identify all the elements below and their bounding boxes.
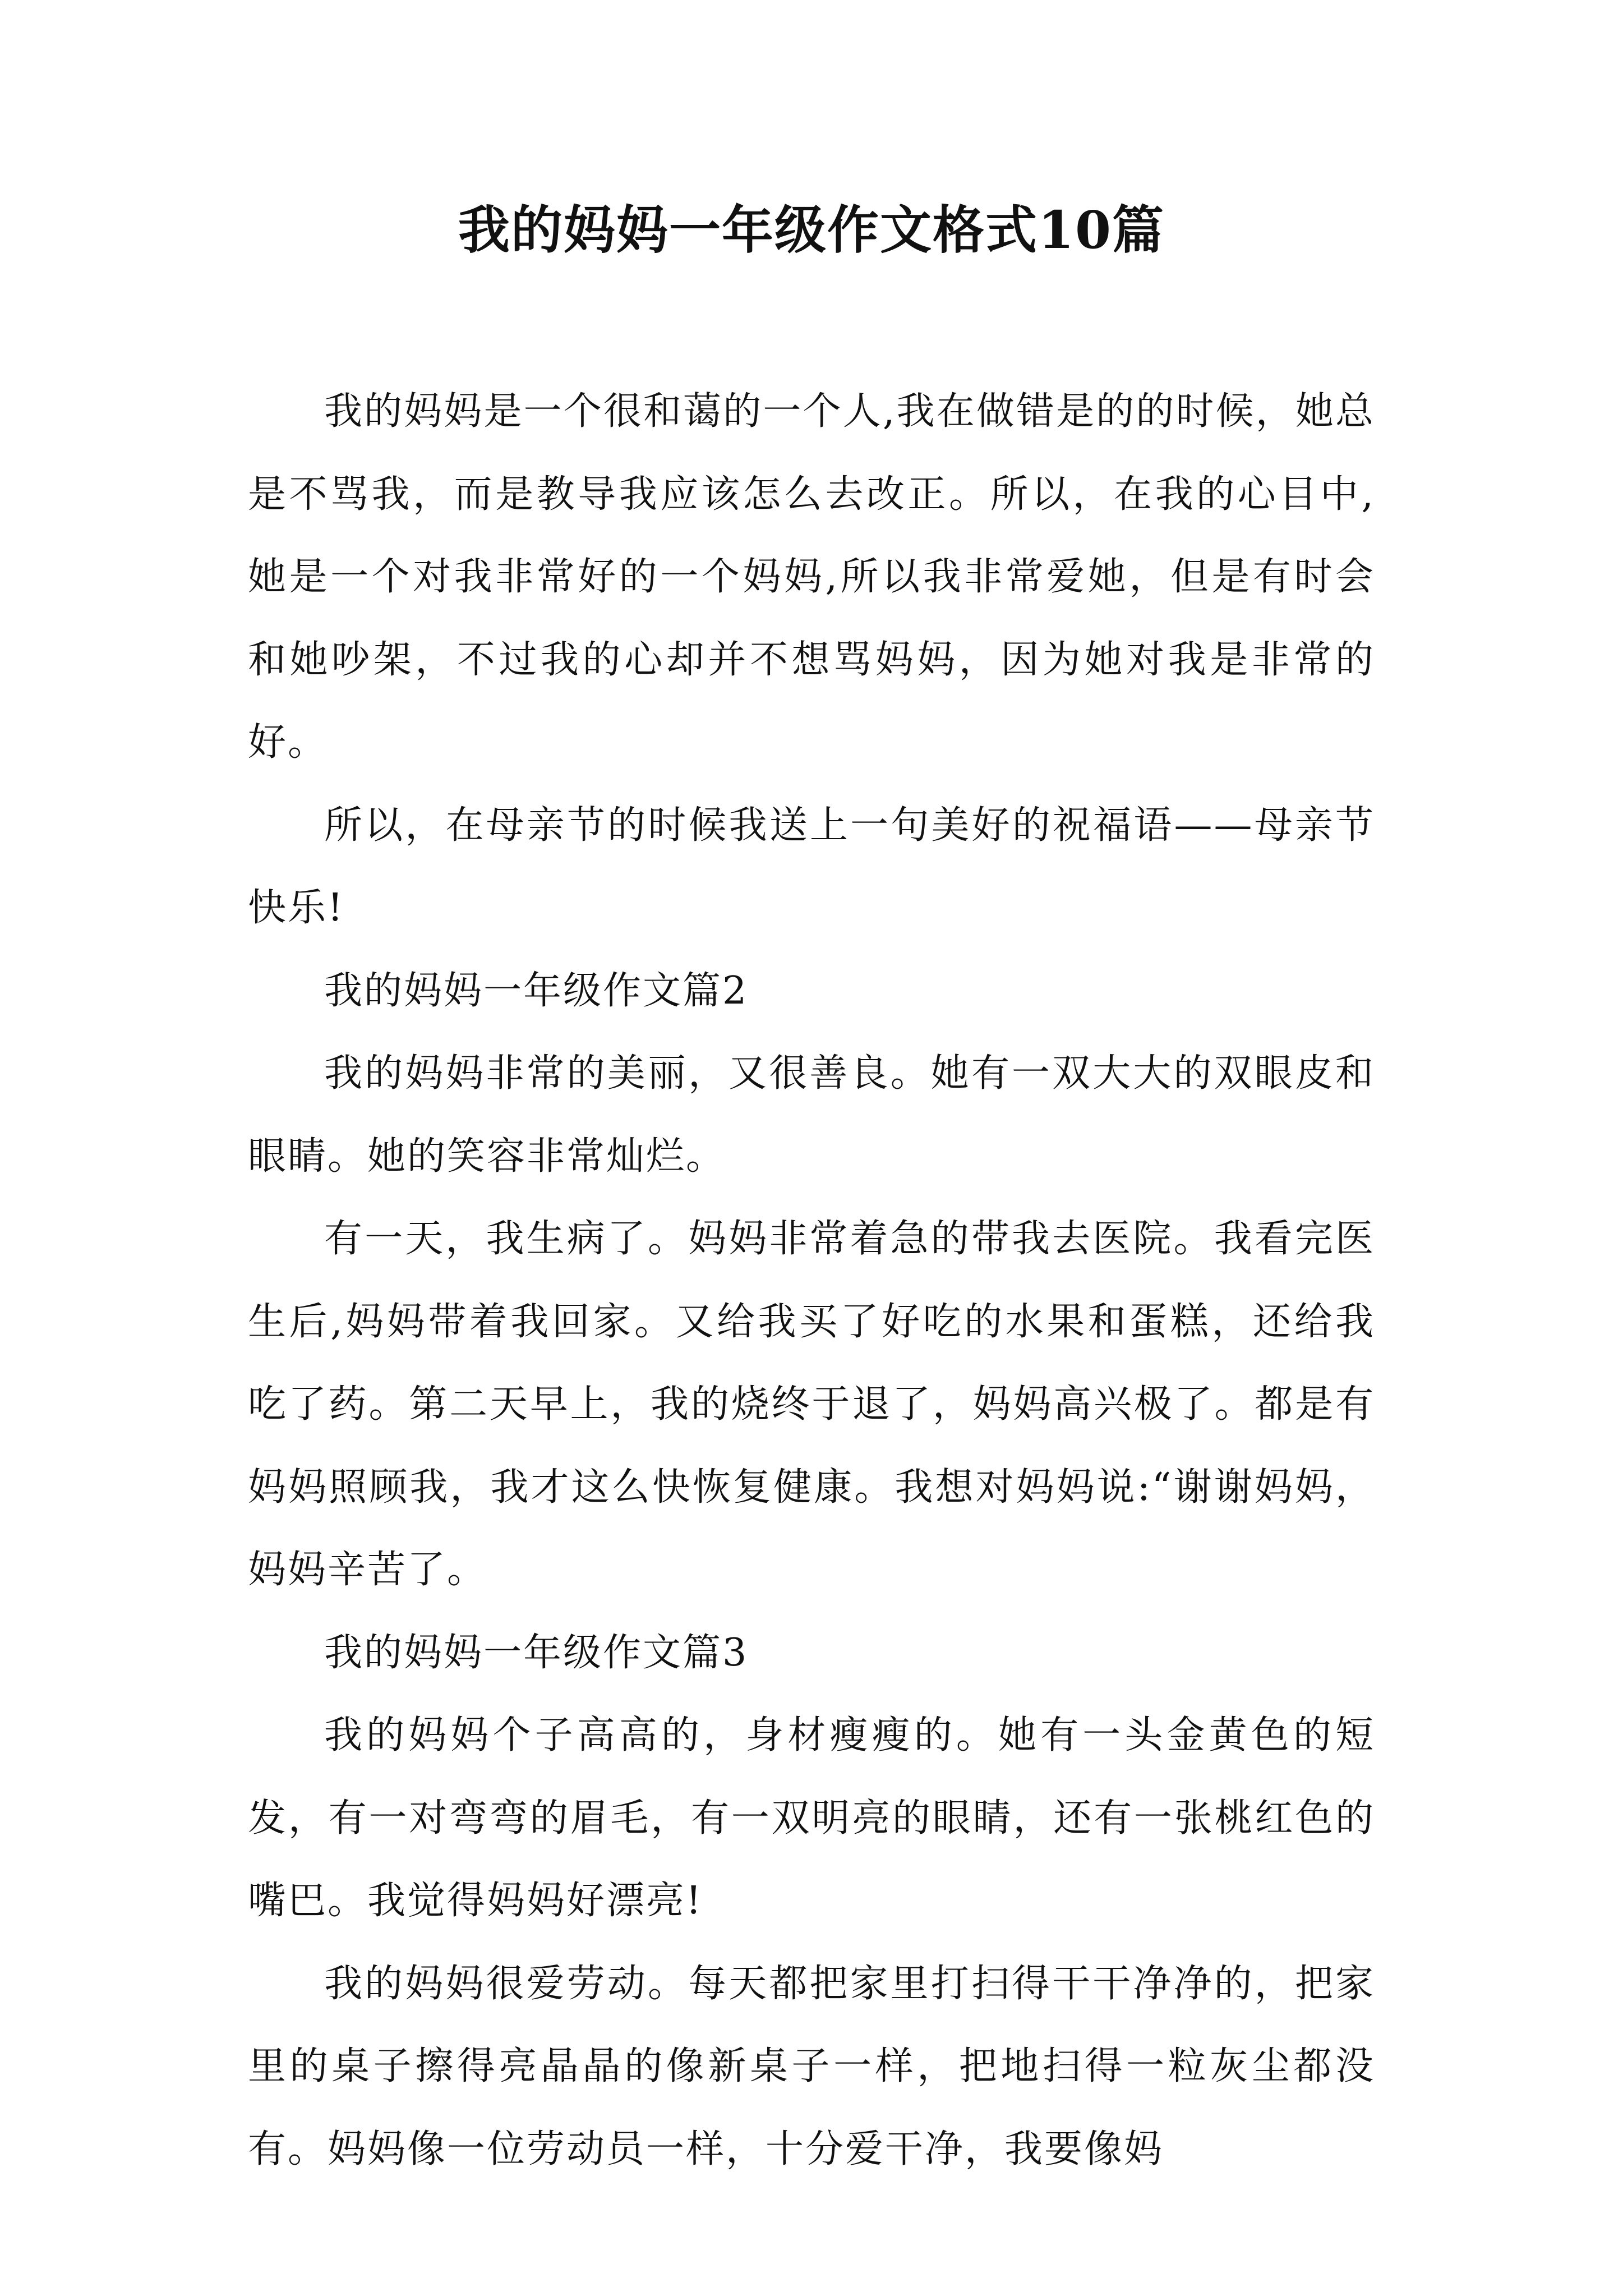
paragraph-2: 所以，在母亲节的时候我送上一句美好的祝福语——母亲节快乐! — [248, 803, 1375, 930]
paragraph-3: 我的妈妈非常的美丽，又很善良。她有一双大大的双眼皮和眼睛。她的笑容非常灿烂。 — [248, 1051, 1375, 1179]
section-heading-2: 我的妈妈一年级作文篇2 — [324, 968, 749, 1013]
paragraph-4: 有一天，我生病了。妈妈非常着急的带我去医院。我看完医生后,妈妈带着我回家。又给我买了好吃的水果和蛋糕，还给我吃了药。第二天早上，我的烧终于退了，妈妈高兴极了。都是有妈妈照顾我，我才这么快恢复健康。我想对妈妈说:“谢谢妈妈，妈妈辛苦了。 — [248, 1217, 1375, 1592]
paragraph-6: 我的妈妈很爱劳动。每天都把家里打扫得干干净净的，把家里的桌子擦得亮晶晶的像新桌子一样，把地扫得一粒灰尘都没有。妈妈像一位劳动员一样，十分爱干净，我要像妈 — [248, 1961, 1375, 2171]
document-title: 我的妈妈一年级作文格式10篇 — [458, 200, 1165, 260]
document-body — [248, 370, 1375, 2191]
paragraph-1: 我的妈妈是一个很和蔼的一个人,我在做错是的的时候，她总是不骂我，而是教导我应该怎么去改正。所以，在我的心目中,她是一个对我非常好的一个妈妈,所以我非常爱她，但是有时会和她吵架，不过我的心却并不想骂妈妈，因为她对我是非常的好。 — [248, 389, 1375, 765]
section-heading-3: 我的妈妈一年级作文篇3 — [324, 1630, 749, 1675]
paragraph-5: 我的妈妈个子高高的，身材瘦瘦的。她有一头金黄色的短发，有一对弯弯的眉毛，有一双明亮的眼睛，还有一张桃红色的嘴巴。我觉得妈妈好漂亮! — [248, 1713, 1375, 1923]
